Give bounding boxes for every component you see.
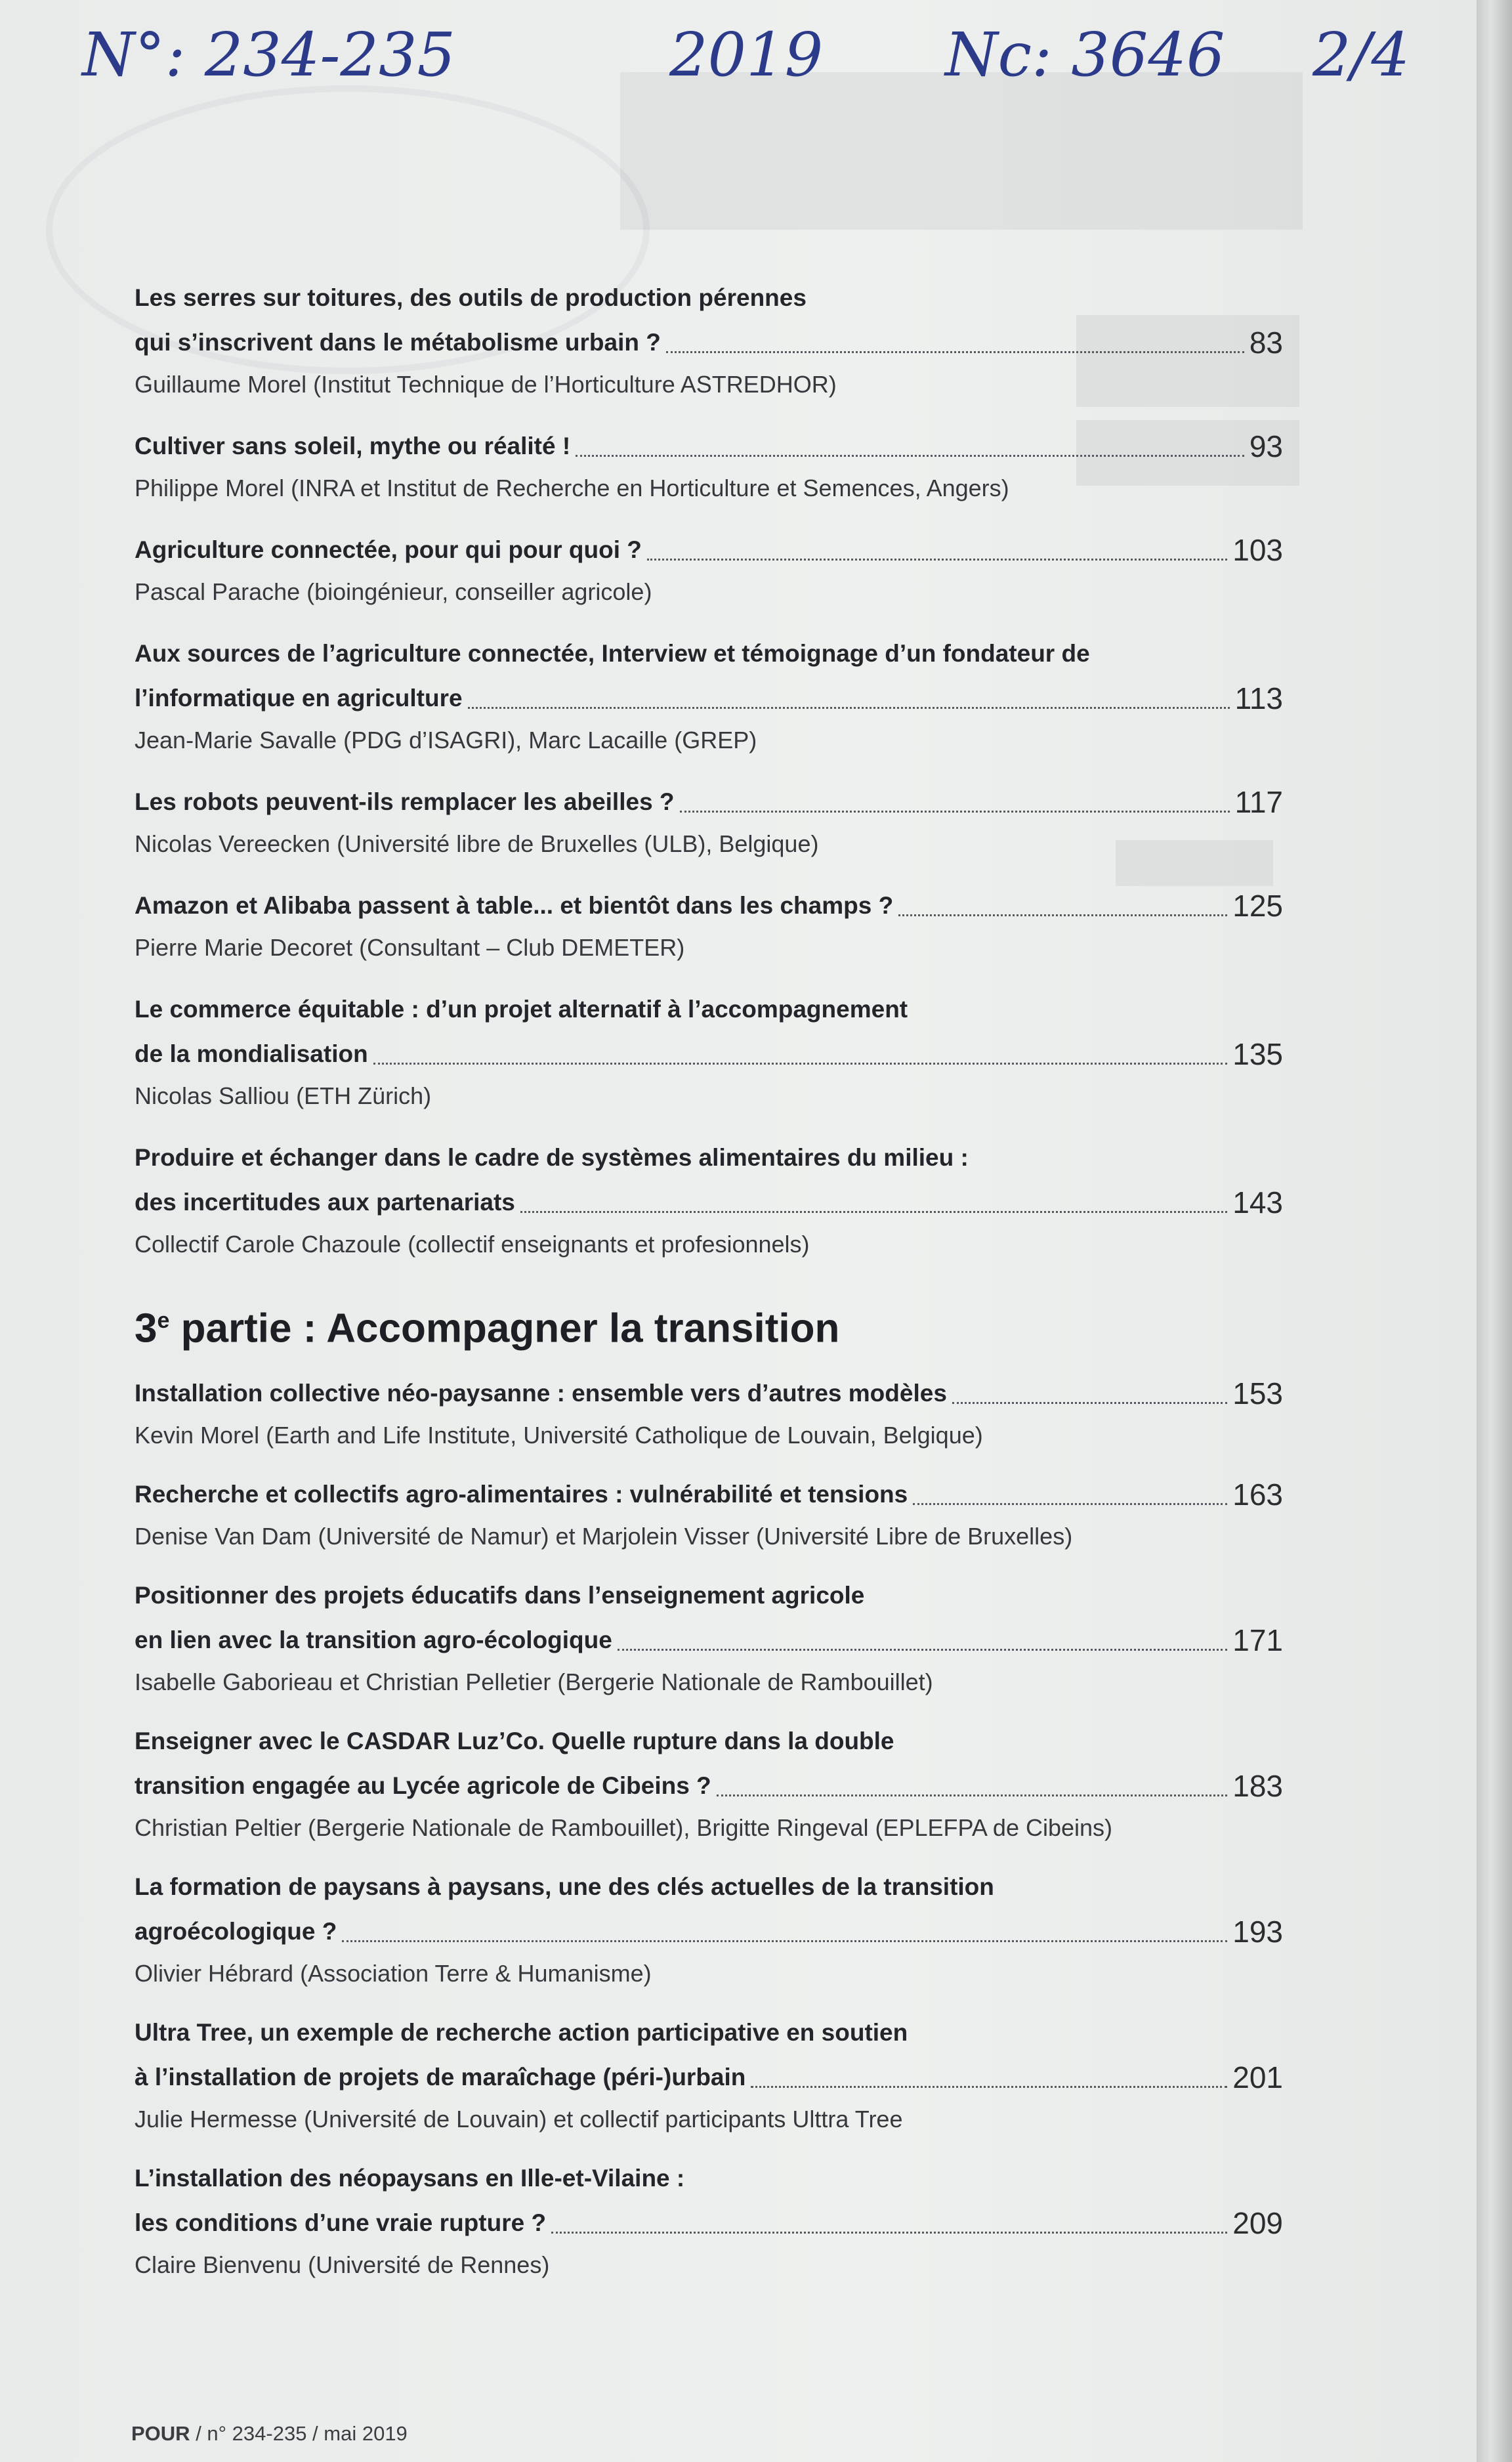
dot-leader bbox=[576, 455, 1244, 457]
page-number: 209 bbox=[1232, 2205, 1283, 2240]
dot-leader bbox=[618, 1649, 1227, 1651]
entry-author: Pierre Marie Decoret (Consultant – Club DEMETER) bbox=[135, 934, 685, 961]
page-number: 183 bbox=[1232, 1768, 1283, 1803]
entry-author: Philippe Morel (INRA et Institut de Recherche en Horticulture et Semences, Angers) bbox=[135, 475, 1009, 501]
entry-author: Guillaume Morel (Institut Technique de l’Horticulture ASTREDHOR) bbox=[135, 371, 837, 398]
page-number: 83 bbox=[1249, 326, 1283, 360]
dot-leader bbox=[898, 914, 1227, 916]
entry-leader-line bbox=[135, 780, 1283, 824]
entry-leader-line bbox=[135, 1618, 1283, 1663]
toc-entry[interactable] bbox=[135, 2156, 1283, 2285]
entry-title: agroécologique ? bbox=[135, 1917, 337, 1945]
page-number: 143 bbox=[1232, 1185, 1283, 1220]
toc-entry[interactable] bbox=[135, 528, 1283, 612]
entry-leader-line bbox=[135, 2201, 1283, 2245]
entry-leader-line bbox=[135, 1180, 1283, 1225]
entry-author: Julie Hermesse (Université de Louvain) et collectif participants Ulttra Tree bbox=[135, 2105, 903, 2133]
handwritten-annotations bbox=[0, 20, 1477, 131]
entry-leader-line bbox=[135, 320, 1283, 365]
entry-author: Kevin Morel (Earth and Life Institute, Université Catholique de Louvain, Belgique) bbox=[135, 1421, 983, 1449]
page-number: 153 bbox=[1232, 1376, 1283, 1411]
entry-author: Nicolas Vereecken (Université libre de Bruxelles (ULB), Belgique) bbox=[135, 830, 819, 857]
toc-group-part2-continued bbox=[135, 276, 1283, 1264]
dot-leader bbox=[468, 707, 1230, 709]
dot-leader bbox=[680, 811, 1230, 813]
toc-entry[interactable] bbox=[135, 631, 1283, 760]
entry-title: l’informatique en agriculture bbox=[135, 685, 463, 711]
entry-title: Amazon et Alibaba passent à table... et bientôt dans les champs ? bbox=[135, 892, 894, 919]
page-number: 193 bbox=[1232, 1914, 1283, 1949]
dot-leader bbox=[751, 2086, 1227, 2088]
entry-author: Isabelle Gaborieau et Christian Pelletier (Bergerie Nationale de Rambouillet) bbox=[135, 1668, 933, 1695]
entry-title: transition engagée au Lycée agricole de Cibeins ? bbox=[135, 1772, 711, 1799]
page-number: 135 bbox=[1232, 1037, 1283, 1071]
toc-entry[interactable] bbox=[135, 424, 1283, 508]
entry-leader-line bbox=[135, 1371, 1283, 1416]
toc-entry[interactable] bbox=[135, 1719, 1283, 1848]
handwritten-fraction: 2/4 bbox=[1312, 20, 1410, 90]
dot-leader bbox=[717, 1794, 1228, 1796]
page-footer: POUR / n° 234-235 / mai 2019 bbox=[131, 2422, 408, 2445]
page-number: 171 bbox=[1232, 1623, 1283, 1657]
entry-author: Christian Peltier (Bergerie Nationale de Rambouillet), Brigitte Ringeval (EPLEFPA de Cibeins) bbox=[135, 1814, 1113, 1841]
toc-entry[interactable] bbox=[135, 1371, 1283, 1455]
page-number: 93 bbox=[1249, 429, 1283, 463]
page-number: 201 bbox=[1232, 2060, 1283, 2094]
page-number: 163 bbox=[1232, 1477, 1283, 1512]
entry-leader-line bbox=[135, 1764, 1283, 1808]
page-edge bbox=[1477, 0, 1512, 2462]
entry-title: Ultra Tree, un exemple de recherche action participative en soutien bbox=[135, 2018, 908, 2046]
entry-title: les conditions d’une vraie rupture ? bbox=[135, 2209, 547, 2236]
entry-title: en lien avec la transition agro-écologique bbox=[135, 1626, 612, 1653]
dot-leader bbox=[551, 2232, 1227, 2234]
dot-leader bbox=[342, 1940, 1227, 1942]
toc-entry[interactable] bbox=[135, 987, 1283, 1116]
entry-title: Agriculture connectée, pour qui pour quoi ? bbox=[135, 536, 642, 563]
entry-author: Olivier Hébrard (Association Terre & Humanisme) bbox=[135, 1959, 652, 1987]
handwritten-issue-number: N°: 234-235 bbox=[82, 20, 456, 90]
entry-title: Positionner des projets éducatifs dans l’enseignement agricole bbox=[135, 1581, 865, 1609]
entry-title: à l’installation de projets de maraîchage (péri-)urbain bbox=[135, 2063, 746, 2091]
dot-leader bbox=[373, 1063, 1228, 1065]
dot-leader bbox=[913, 1503, 1227, 1505]
dot-leader bbox=[952, 1402, 1227, 1404]
handwritten-nc: Nc: 3646 bbox=[945, 20, 1225, 90]
entry-title: des incertitudes aux partenariats bbox=[135, 1189, 515, 1216]
entry-title: Aux sources de l’agriculture connectée, Interview et témoignage d’un fondateur de bbox=[135, 640, 1090, 667]
entry-leader-line bbox=[135, 528, 1283, 572]
toc-entry[interactable] bbox=[135, 2010, 1283, 2139]
toc-entry[interactable] bbox=[135, 1135, 1283, 1264]
entry-leader-line bbox=[135, 1472, 1283, 1517]
dot-leader bbox=[647, 559, 1227, 561]
part-title: 3e partie : Accompagner la transition bbox=[135, 1305, 840, 1351]
page-number: 113 bbox=[1234, 681, 1283, 715]
entry-leader-line bbox=[135, 676, 1283, 721]
entry-title: Les robots peuvent-ils remplacer les abeilles ? bbox=[135, 788, 675, 815]
page-number: 103 bbox=[1232, 533, 1283, 567]
entry-leader-line bbox=[135, 1909, 1283, 1954]
toc-group-part3 bbox=[135, 1371, 1283, 2285]
entry-author: Denise Van Dam (Université de Namur) et Marjolein Visser (Université Libre de Bruxelles) bbox=[135, 1522, 1073, 1550]
handwritten-year: 2019 bbox=[669, 20, 824, 90]
toc-entry[interactable] bbox=[135, 1573, 1283, 1702]
entry-title: Le commerce équitable : d’un projet alternatif à l’accompagnement bbox=[135, 996, 908, 1023]
entry-title: Installation collective néo-paysanne : ensemble vers d’autres modèles bbox=[135, 1379, 947, 1407]
entry-title: Les serres sur toitures, des outils de production pérennes bbox=[135, 284, 807, 311]
entry-title: L’installation des néopaysans en Ille-et-Vilaine : bbox=[135, 2164, 685, 2192]
dot-leader bbox=[666, 351, 1244, 353]
dot-leader bbox=[520, 1211, 1227, 1213]
toc-entry[interactable] bbox=[135, 883, 1283, 967]
entry-title: Cultiver sans soleil, mythe ou réalité ! bbox=[135, 433, 571, 459]
entry-leader-line bbox=[135, 424, 1283, 469]
toc-entry[interactable] bbox=[135, 1865, 1283, 1993]
entry-author: Nicolas Salliou (ETH Zürich) bbox=[135, 1082, 432, 1109]
page-number: 117 bbox=[1234, 785, 1283, 819]
entry-title: Produire et échanger dans le cadre de systèmes alimentaires du milieu : bbox=[135, 1144, 969, 1171]
toc-entry[interactable] bbox=[135, 276, 1283, 404]
table-of-contents bbox=[135, 276, 1283, 2302]
entry-author: Collectif Carole Chazoule (collectif enseignants et profesionnels) bbox=[135, 1231, 810, 1258]
entry-title: La formation de paysans à paysans, une des clés actuelles de la transition bbox=[135, 1873, 994, 1900]
entry-author: Jean-Marie Savalle (PDG d’ISAGRI), Marc Lacaille (GREP) bbox=[135, 727, 757, 753]
entry-title: de la mondialisation bbox=[135, 1040, 368, 1067]
toc-entry[interactable] bbox=[135, 780, 1283, 864]
entry-author: Pascal Parache (bioingénieur, conseiller agricole) bbox=[135, 578, 652, 605]
entry-leader-line bbox=[135, 1032, 1283, 1076]
entry-leader-line bbox=[135, 883, 1283, 928]
entry-author: Claire Bienvenu (Université de Rennes) bbox=[135, 2251, 550, 2278]
page-number: 125 bbox=[1232, 889, 1283, 923]
entry-leader-line bbox=[135, 2055, 1283, 2100]
entry-title: Enseigner avec le CASDAR Luz’Co. Quelle rupture dans la double bbox=[135, 1727, 894, 1754]
entry-title: Recherche et collectifs agro-alimentaires : vulnérabilité et tensions bbox=[135, 1480, 908, 1508]
entry-title: qui s’inscrivent dans le métabolisme urbain ? bbox=[135, 329, 661, 356]
toc-entry[interactable] bbox=[135, 1472, 1283, 1556]
